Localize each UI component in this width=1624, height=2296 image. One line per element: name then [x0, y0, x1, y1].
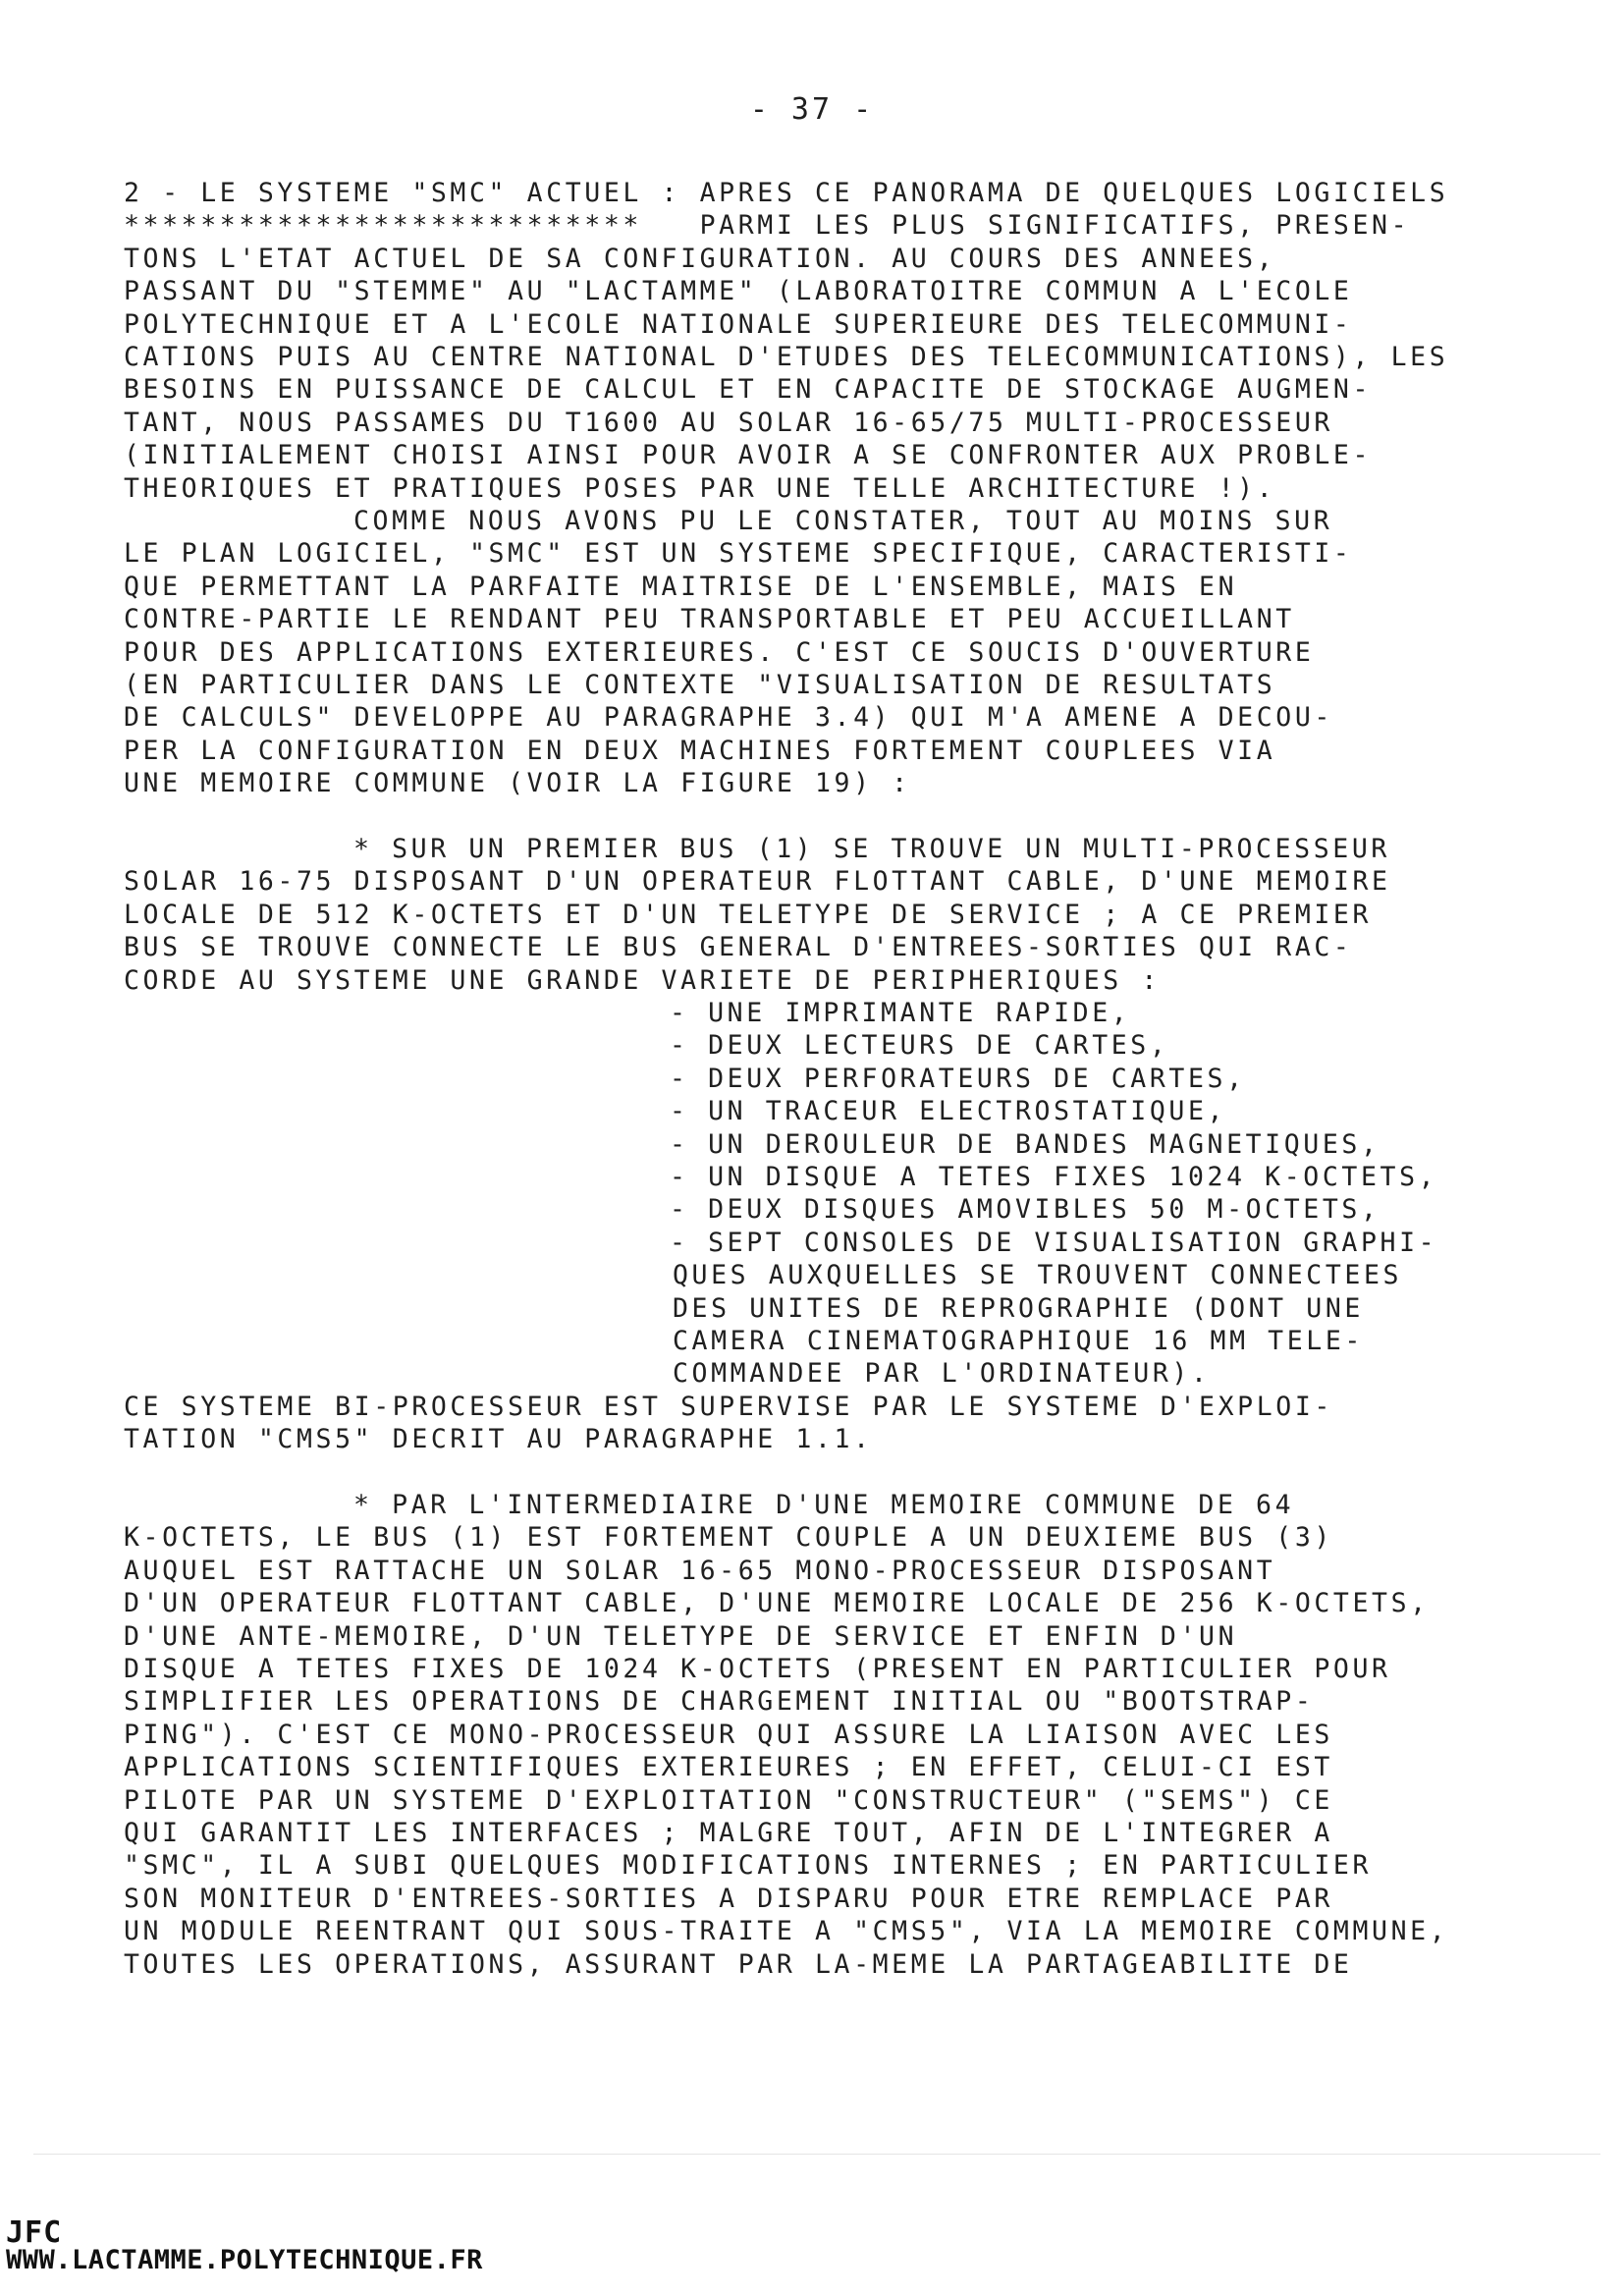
text-line: CONTRE-PARTIE LE RENDANT PEU TRANSPORTABLE ET PEU ACCUEILLANT: [124, 604, 1295, 635]
text-line: UNE MEMOIRE COMMUNE (VOIR LA FIGURE 19) :: [124, 768, 911, 799]
text-line: (INITIALEMENT CHOISI AINSI POUR AVOIR A SE CONFRONTER AUX PROBLE-: [124, 440, 1373, 471]
text-line: - DEUX PERFORATEURS DE CARTES,: [670, 1063, 1246, 1094]
text-line: - UN DEROULEUR DE BANDES MAGNETIQUES,: [670, 1128, 1380, 1160]
text-line: K-OCTETS, LE BUS (1) EST FORTEMENT COUPLE A UN DEUXIEME BUS (3): [124, 1522, 1333, 1554]
page-number: - 37 -: [749, 92, 875, 127]
text-line: QUE PERMETTANT LA PARFAITE MAITRISE DE L'ENSEMBLE, MAIS EN: [124, 571, 1238, 602]
text-line: BESOINS EN PUISSANCE DE CALCUL ET EN CAPACITE DE STOCKAGE AUGMEN-: [124, 374, 1373, 406]
text-line: - UNE IMPRIMANTE RAPIDE,: [670, 998, 1131, 1028]
text-line: * SUR UN PREMIER BUS (1) SE TROUVE UN MULTI-PROCESSEUR: [353, 834, 1390, 864]
text-line: - SEPT CONSOLES DE VISUALISATION GRAPHI-: [670, 1227, 1438, 1258]
text-line: - DEUX LECTEURS DE CARTES,: [670, 1030, 1169, 1062]
text-line: D'UNE ANTE-MEMOIRE, D'UN TELETYPE DE SERVICE ET ENFIN D'UN: [124, 1620, 1238, 1652]
text-line: LOCALE DE 512 K-OCTETS ET D'UN TELETYPE DE SERVICE ; A CE PREMIER: [124, 899, 1373, 930]
text-line: * PAR L'INTERMEDIAIRE D'UNE MEMOIRE COMMUNE DE 64: [353, 1490, 1295, 1520]
text-line: CATIONS PUIS AU CENTRE NATIONAL D'ETUDES DES TELECOMMUNICATIONS), LES: [124, 342, 1449, 372]
text-line: PER LA CONFIGURATION EN DEUX MACHINES FORTEMENT COUPLEES VIA: [124, 735, 1276, 766]
text-line: *************************** PARMI LES PLUS SIGNIFICATIFS, PRESEN-: [124, 210, 1411, 242]
text-line: AUQUEL EST RATTACHE UN SOLAR 16-65 MONO-PROCESSEUR DISPOSANT: [124, 1555, 1276, 1586]
text-line: (EN PARTICULIER DANS LE CONTEXTE "VISUALISATION DE RESULTATS: [124, 670, 1276, 700]
text-line: BUS SE TROUVE CONNECTE LE BUS GENERAL D'ENTREES-SORTIES QUI RAC-: [124, 932, 1353, 963]
watermark-url: WWW.LACTAMME.POLYTECHNIQUE.FR: [6, 2245, 483, 2275]
text-line: QUI GARANTIT LES INTERFACES ; MALGRE TOUT, AFIN DE L'INTEGRER A: [124, 1818, 1333, 1848]
text-line: DES UNITES DE REPROGRAPHIE (DONT UNE: [673, 1292, 1364, 1324]
text-line: COMMANDEE PAR L'ORDINATEUR).: [673, 1358, 1211, 1390]
text-line: APPLICATIONS SCIENTIFIQUES EXTERIEURES ; EN EFFET, CELUI-CI EST: [124, 1752, 1333, 1783]
text-line: "SMC", IL A SUBI QUELQUES MODIFICATIONS INTERNES ; EN PARTICULIER: [124, 1850, 1373, 1882]
text-line: LE PLAN LOGICIEL, "SMC" EST UN SYSTEME SPECIFIQUE, CARACTERISTI-: [124, 538, 1353, 570]
text-line: 2 - LE SYSTEME "SMC" ACTUEL : APRES CE PANORAMA DE QUELQUES LOGICIELS: [124, 178, 1449, 208]
text-line: QUES AUXQUELLES SE TROUVENT CONNECTEES: [673, 1260, 1403, 1291]
text-line: - UN TRACEUR ELECTROSTATIQUE,: [670, 1096, 1227, 1127]
text-line: - DEUX DISQUES AMOVIBLES 50 M-OCTETS,: [670, 1194, 1380, 1226]
text-line: DISQUE A TETES FIXES DE 1024 K-OCTETS (PRESENT EN PARTICULIER POUR: [124, 1654, 1391, 1684]
text-line: DE CALCULS" DEVELOPPE AU PARAGRAPHE 3.4) QUI M'A AMENE A DECOU-: [124, 702, 1333, 734]
text-line: - UN DISQUE A TETES FIXES 1024 K-OCTETS,: [670, 1162, 1438, 1192]
text-line: PING"). C'EST CE MONO-PROCESSEUR QUI ASSURE LA LIAISON AVEC LES: [124, 1719, 1333, 1750]
text-line: TANT, NOUS PASSAMES DU T1600 AU SOLAR 16-65/75 MULTI-PROCESSEUR: [124, 407, 1333, 438]
text-line: COMME NOUS AVONS PU LE CONSTATER, TOUT AU MOINS SUR: [353, 506, 1333, 536]
text-line: UN MODULE REENTRANT QUI SOUS-TRAITE A "CMS5", VIA LA MEMOIRE COMMUNE,: [124, 1916, 1449, 1947]
text-line: POLYTECHNIQUE ET A L'ECOLE NATIONALE SUPERIEURE DES TELECOMMUNI-: [124, 308, 1353, 340]
text-line: PILOTE PAR UN SYSTEME D'EXPLOITATION "CONSTRUCTEUR" ("SEMS") CE: [124, 1784, 1333, 1816]
text-line: SON MONITEUR D'ENTREES-SORTIES A DISPARU POUR ETRE REMPLACE PAR: [124, 1883, 1333, 1914]
text-line: POUR DES APPLICATIONS EXTERIEURES. C'EST CE SOUCIS D'OUVERTURE: [124, 636, 1315, 668]
text-line: CE SYSTEME BI-PROCESSEUR EST SUPERVISE PAR LE SYSTEME D'EXPLOI-: [124, 1391, 1333, 1422]
text-line: SOLAR 16-75 DISPOSANT D'UN OPERATEUR FLOTTANT CABLE, D'UNE MEMOIRE: [124, 866, 1391, 898]
text-line: TOUTES LES OPERATIONS, ASSURANT PAR LA-MEME LA PARTAGEABILITE DE: [124, 1948, 1353, 1980]
footer-divider: [33, 2154, 1600, 2155]
text-line: CORDE AU SYSTEME UNE GRANDE VARIETE DE PERIPHERIQUES :: [124, 964, 1161, 996]
text-line: TONS L'ETAT ACTUEL DE SA CONFIGURATION. AU COURS DES ANNEES,: [124, 243, 1276, 274]
text-line: SIMPLIFIER LES OPERATIONS DE CHARGEMENT INITIAL OU "BOOTSTRAP-: [124, 1686, 1315, 1718]
text-line: CAMERA CINEMATOGRAPHIQUE 16 MM TELE-: [673, 1326, 1364, 1356]
text-line: PASSANT DU "STEMME" AU "LACTAMME" (LABORATOITRE COMMUN A L'ECOLE: [124, 276, 1353, 307]
watermark-initials: JFC: [6, 2215, 63, 2250]
text-line: TATION "CMS5" DECRIT AU PARAGRAPHE 1.1.: [124, 1424, 873, 1455]
text-line: THEORIQUES ET PRATIQUES POSES PAR UNE TELLE ARCHITECTURE !).: [124, 472, 1276, 504]
site-watermark: [6, 2215, 483, 2275]
text-line: D'UN OPERATEUR FLOTTANT CABLE, D'UNE MEMOIRE LOCALE DE 256 K-OCTETS,: [124, 1588, 1430, 1619]
